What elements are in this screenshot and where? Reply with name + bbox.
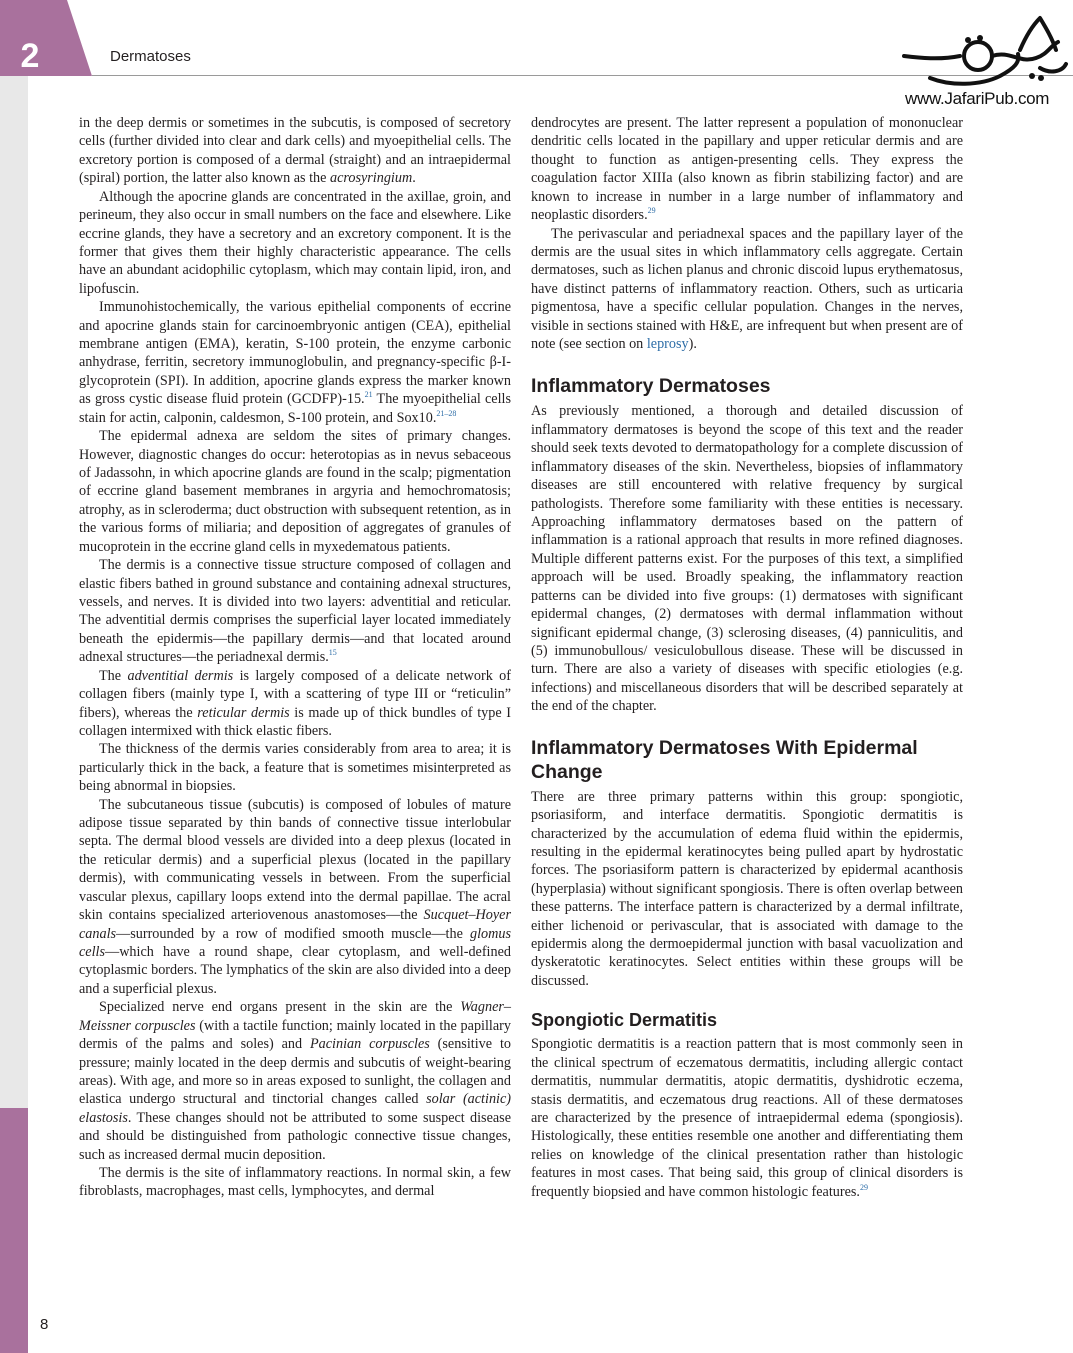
section-inflammatory-dermatoses [531,402,963,715]
page-number: 8 [40,1316,49,1333]
spongiotic-dermatitis-paragraph: Spongiotic dermatitis is a reaction pattern that is most commonly seen in the clinical spectrum of eczematous dermatitis, including allergic contact dermatitis, nummular dermatitis, atopic dermatitis, dyshidrotic eczema, stasis dermatitis, and eczematous drug reactions. All of these dermatoses are characterized by the presence of intraepidermal edema (spongiosis). Histologically, these entities resemble one another and differentiating them relies on knowledge of the clinical presentation rather than histologic features in most cases. That being said, this group of clinical disorders is frequently biopsied and have common histologic features.$^{29}$ [531,1036,963,1200]
chapter-number: 2 [20,37,40,75]
right-column-paragraph: The perivascular and periadnexal spaces and the papillary layer of the dermis are the usual sites in which inflammatory cells aggregate. Certain dermatoses, such as lichen planus and chronic discoid lupus erythematosus, have distinct patterns of inflammatory reaction. Others, such as urticaria pigmentosa, have a specific cellular population. Changes in the nerves, visible in sections stained with H&E, are infrequent but when present are of note (see section on leprosy). [531,225,963,353]
section-heading-epidermal-change: Inflammatory Dermatoses With Epidermal Change [531,736,918,783]
right-column-paragraph: dendrocytes are present. The latter represent a population of mononuclear dendritic cells located in the papillary and upper reticular dermis and are thought to function as antigen-presenting cells. They express the coagulation factor XIIIa (also known as fibrin stabilizing factor) and are known to increase in number in a large number of inflammatory and neoplastic disorders.$^{29}$ [531,115,963,224]
left-column-paragraph: The epidermal adnexa are seldom the sites of primary changes. However, diagnostic changes do occur: heterotopias as in nevus sebaceous of Jadassohn, in which apocrine glands are found in the scalp; pigmentation of eccrine gland basement membranes in argyria and hemochromatosis; atrophy, as in scleroderma; duct obstruction with subsequent retention, as in the various forms of miliaria; and deposition of aggregates of granules of mucoprotein in the eccrine gland cells in myxedematous patients. [79,428,511,555]
epidermal-change-paragraph: There are three primary patterns within this group: spongiotic, psoriasiform, and interface dermatitis. Spongiotic dermatitis is characterized by the accumulation of edema fluid within the epidermis, resulting in the epidermal keratinocytes being pulled apart by hydrostatic forces. The psoriasiform pattern is characterized by epidermal acanthosis (hyperplasia) without significant spongiosis. There is often overlap between these patterns. The interface pattern is characterized by a dermal infiltrate, either lichenoid or perivascular, that is associated with damage to the epidermis along the dermoepidermal junction with basal vacuolization and dyskeratotic keratinocytes. Select entities within these groups will be discussed. [531,788,963,989]
watermark-url: www.JafariPub.com [905,89,1050,108]
section-heading-spongiotic-dermatitis: Spongiotic Dermatitis [531,1010,718,1031]
left-column-paragraph: in the deep dermis or sometimes in the subcutis, is composed of secretory cells (further divided into clear and dark cells) and myoepithelial cells. The excretory portion is composed of a dermal (straight) and an intraepidermal (spiral) portion, the latter also known as the acrosyringium. [79,115,511,187]
section-heading-inflammatory-dermatoses: Inflammatory Dermatoses [531,375,771,398]
left-column-paragraph: The dermis is a connective tissue structure composed of collagen and elastic fibers bathed in ground substance and containing adnexal structures, vessels, and nerves. It is divided into two layers: adventitial and reticular. The adventitial dermis comprises the superficial layer located immediately beneath the epidermis—the papillary dermis—and that located around adnexal structures—the periadnexal dermis.$^{15}$ [79,557,511,666]
left-column-paragraph: Specialized nerve end organs present in the skin are the Wagner–Meissner corpuscles (with a tactile function; mainly located in the papillary dermis of the palms and soles) and Pacinian corpuscles (sensitive to pressure; mainly located in the deep dermis and subcutis of weight-bearing areas). With age, and more so in areas exposed to sunlight, the collagen and elastica undergo structural and tinctorial changes called solar (actinic) elastosis. These changes should not be attributed to some suspect disease and should be distinguished from pathologic connective tissue changes, such as increased dermal mucin deposition. [79,999,511,1163]
left-column-paragraph: The thickness of the dermis varies considerably from area to area; it is particularly thick in the back, a feature that is sometimes misinterpreted as being abnormal in biopsies. [79,741,511,795]
right-column-intro [531,114,963,353]
left-column-paragraph: Although the apocrine glands are concentrated in the axillae, groin, and perineum, they also occur in small numbers on the face and elsewhere. Like eccrine glands, they have a secretory and an excretory component. It is the former that gives them their highly characteristic appearance. The cells have an abundant acidophilic cytoplasm, which may contain lipid, iron, and lipofuscin. [79,188,511,297]
left-column-paragraph: The subcutaneous tissue (subcutis) is composed of lobules of mature adipose tissue separated by thin bands of connective tissue interlobular septa. The dermal blood vessels are divided into a deep plexus (located in the reticular dermis) and a superficial plexus (located in the papillary dermis), with communicating vessels in between. From the superficial vascular plexus, capillary loops extend into the dermal papillae. The acral skin contains specialized arteriovenous anastomoses—the Sucquet–Hoyer canals—surrounded by a row of modified smooth muscle—the glomus cells—which have a round shape, clear cytoplasm, and well-defined cytoplasmic borders. The lymphatics of the skin are also divided into a deep and a superficial plexus. [79,796,511,997]
left-column-paragraph: The dermis is the site of inflammatory reactions. In normal skin, a few fibroblasts, macrophages, mast cells, lymphocytes, and dermal [79,1165,511,1200]
inflammatory-dermatoses-paragraph: As previously mentioned, a thorough and detailed discussion of inflammatory dermatoses is beyond the scope of this text and the reader should seek texts devoted to dermatopathology for a complete discussion of inflammatory diseases of the skin. Nevertheless, biopsies of inflammatory diseases are still encountered with relative frequency by surgical pathologists. Therefore some familiarity with these entities is necessary. Approaching inflammatory dermatoses based on the pattern of inflammation is a rational approach that results in more refined diagnoses. Multiple different patterns exist. For the purposes of this text, a simplified approach will be used. Broadly speaking, the inflammatory reaction patterns can be divided into five groups: (1) dermatoses with significant epidermal changes, (2) dermatoses with dermal inflammation without significant epidermal change, (3) sclerosing diseases, (4) panniculitis, and (5) immunobullous/ vesiculobullous disease. These will be discussed in turn. There are also a variety of diseases with specific etiologies (e.g. infections) and miscellaneous disorders that will be described separately at the end of the chapter. [531,403,963,715]
section-epidermal-change [531,788,963,991]
left-column [79,114,511,1201]
chapter-side-bar [0,1108,28,1353]
right-column [531,114,963,1201]
left-column-paragraph: Immunohistochemically, the various epithelial components of eccrine and apocrine glands stain for carcinoembryonic antigen (CEA), epithelial membrane antigen (EMA), keratin, S-100 protein, the enzyme carbonic anhydrase, ferritin, secretory immunoglobulin, and pregnancy-specific β-I-glycoprotein (SPI). In addition, apocrine glands express the marker known as gross cystic disease fluid protein (GCDFP)-15.21 The myoepithelial cells stain for actin, calponin, caldesmon, S-100 protein, and Sox10.$^{21-28}$ [79,299,511,426]
left-column-paragraph: The adventitial dermis is largely composed of a delicate network of collagen fibers (mainly type I, with a scattering of type III or “reticulin” fibers), whereas the reticular dermis is made up of thick bundles of type I collagen intermixed with thick elastic fibers. [79,667,512,739]
section-spongiotic-dermatitis [531,1035,963,1201]
running-head: Dermatoses [110,48,191,65]
